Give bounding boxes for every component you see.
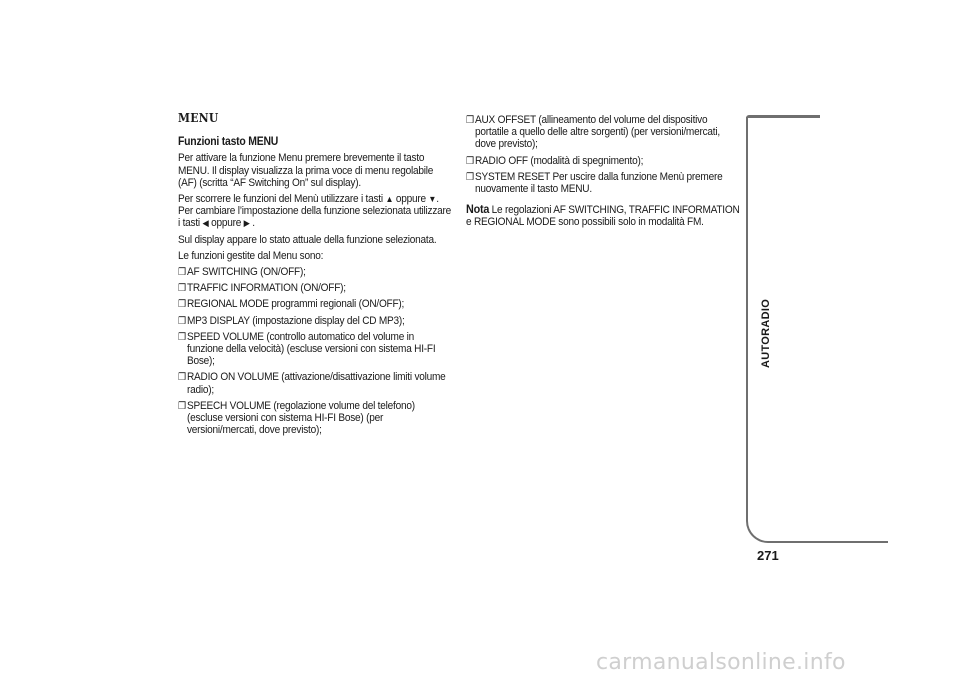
list-item [178,282,452,294]
left-column [178,112,452,440]
list-item-text: RADIO ON VOLUME (attivazione/disattivazione limiti volume radio); [187,371,446,396]
checkbox-bullet-icon: ❒ [466,155,474,167]
list-item-text: RADIO OFF (modalità di spegnimento); [475,154,644,167]
arrow-left-icon: ◀ [202,218,209,229]
paragraph-display-state: Sul display appare lo stato attuale della funzione selezionata. [178,233,437,246]
paragraph-scroll-or-1: oppure [395,193,426,206]
section-title: MENU [178,111,219,125]
list-item [178,266,452,278]
arrow-up-icon: ▲ [385,194,394,205]
checkbox-bullet-icon: ❒ [178,372,186,384]
watermark: carmanualsonline.info [596,650,846,675]
paragraph-scroll-text-end: . [252,217,255,230]
list-item-text: AF SWITCHING (ON/OFF); [187,266,306,279]
checkbox-bullet-icon: ❒ [178,315,186,327]
checkbox-bullet-icon: ❒ [466,171,474,183]
checkbox-bullet-icon: ❒ [178,299,186,311]
list-item-text: REGIONAL MODE programmi regionali (ON/OFF); [187,298,405,311]
paragraph-activate-menu: Per attivare la funzione Menu premere brevemente il tasto MENU. Il display visualizza la prima voce di menu regolabile (AF) (scritta “AF Switching On” sul display). [178,152,434,189]
list-item-text: AUX OFFSET (allineamento del volume del dispositivo portatile a quello delle altre sorgenti) (per versioni/mercati, dove previsto); [475,114,720,151]
list-item-text: SYSTEM RESET Per uscire dalla funzione Menù premere nuovamente il tasto MENU. [475,170,723,196]
paragraph-scroll-text-start: Per scorrere le funzioni del Menù utilizzare i tasti [178,193,383,206]
list-item [178,298,452,310]
list-item-text: MP3 DISPLAY (impostazione display del CD MP3); [187,314,405,327]
paragraph-scroll-functions [178,193,452,230]
checkbox-bullet-icon: ❒ [178,400,186,412]
note-paragraph [466,203,740,228]
subtitle: Funzioni tasto MENU [178,135,279,149]
list-item [178,331,452,368]
checkbox-bullet-icon: ❒ [178,283,186,295]
list-item [178,400,452,437]
checkbox-bullet-icon: ❒ [466,115,474,126]
paragraph-functions-intro: Le funzioni gestite dal Menu sono: [178,249,324,262]
note-label: Nota [466,202,490,217]
list-item [178,371,452,395]
paragraph-scroll-or-2: oppure [211,217,242,230]
side-tab-label: AUTORADIO [760,298,772,368]
note-text: Le regolazioni AF SWITCHING, TRAFFIC INFORMATION e REGIONAL MODE sono possibili solo in modalità FM. [466,204,740,229]
page-number: 271 [757,548,779,563]
paragraph-scroll-text-mid: . Per cambiare l’impostazione della funzione selezionata utilizzare i tasti [178,193,452,230]
list-item-text: SPEECH VOLUME (regolazione volume del telefono) (escluse versioni con sistema HI-FI Bose) (per versioni/mercati, dove previsto); [187,399,415,437]
list-item [466,155,740,167]
list-item-text: TRAFFIC INFORMATION (ON/OFF); [187,282,346,295]
list-item [466,171,740,195]
checkbox-bullet-icon: ❒ [178,267,186,279]
checkbox-bullet-icon: ❒ [178,331,186,343]
arrow-right-icon: ▶ [243,218,250,229]
right-column [466,114,740,233]
list-item-text: SPEED VOLUME (controllo automatico del volume in funzione della velocità) (escluse versioni con sistema HI-FI Bose); [187,330,436,368]
arrow-down-icon: ▼ [428,194,437,205]
list-item [466,114,740,151]
list-item [178,315,452,327]
